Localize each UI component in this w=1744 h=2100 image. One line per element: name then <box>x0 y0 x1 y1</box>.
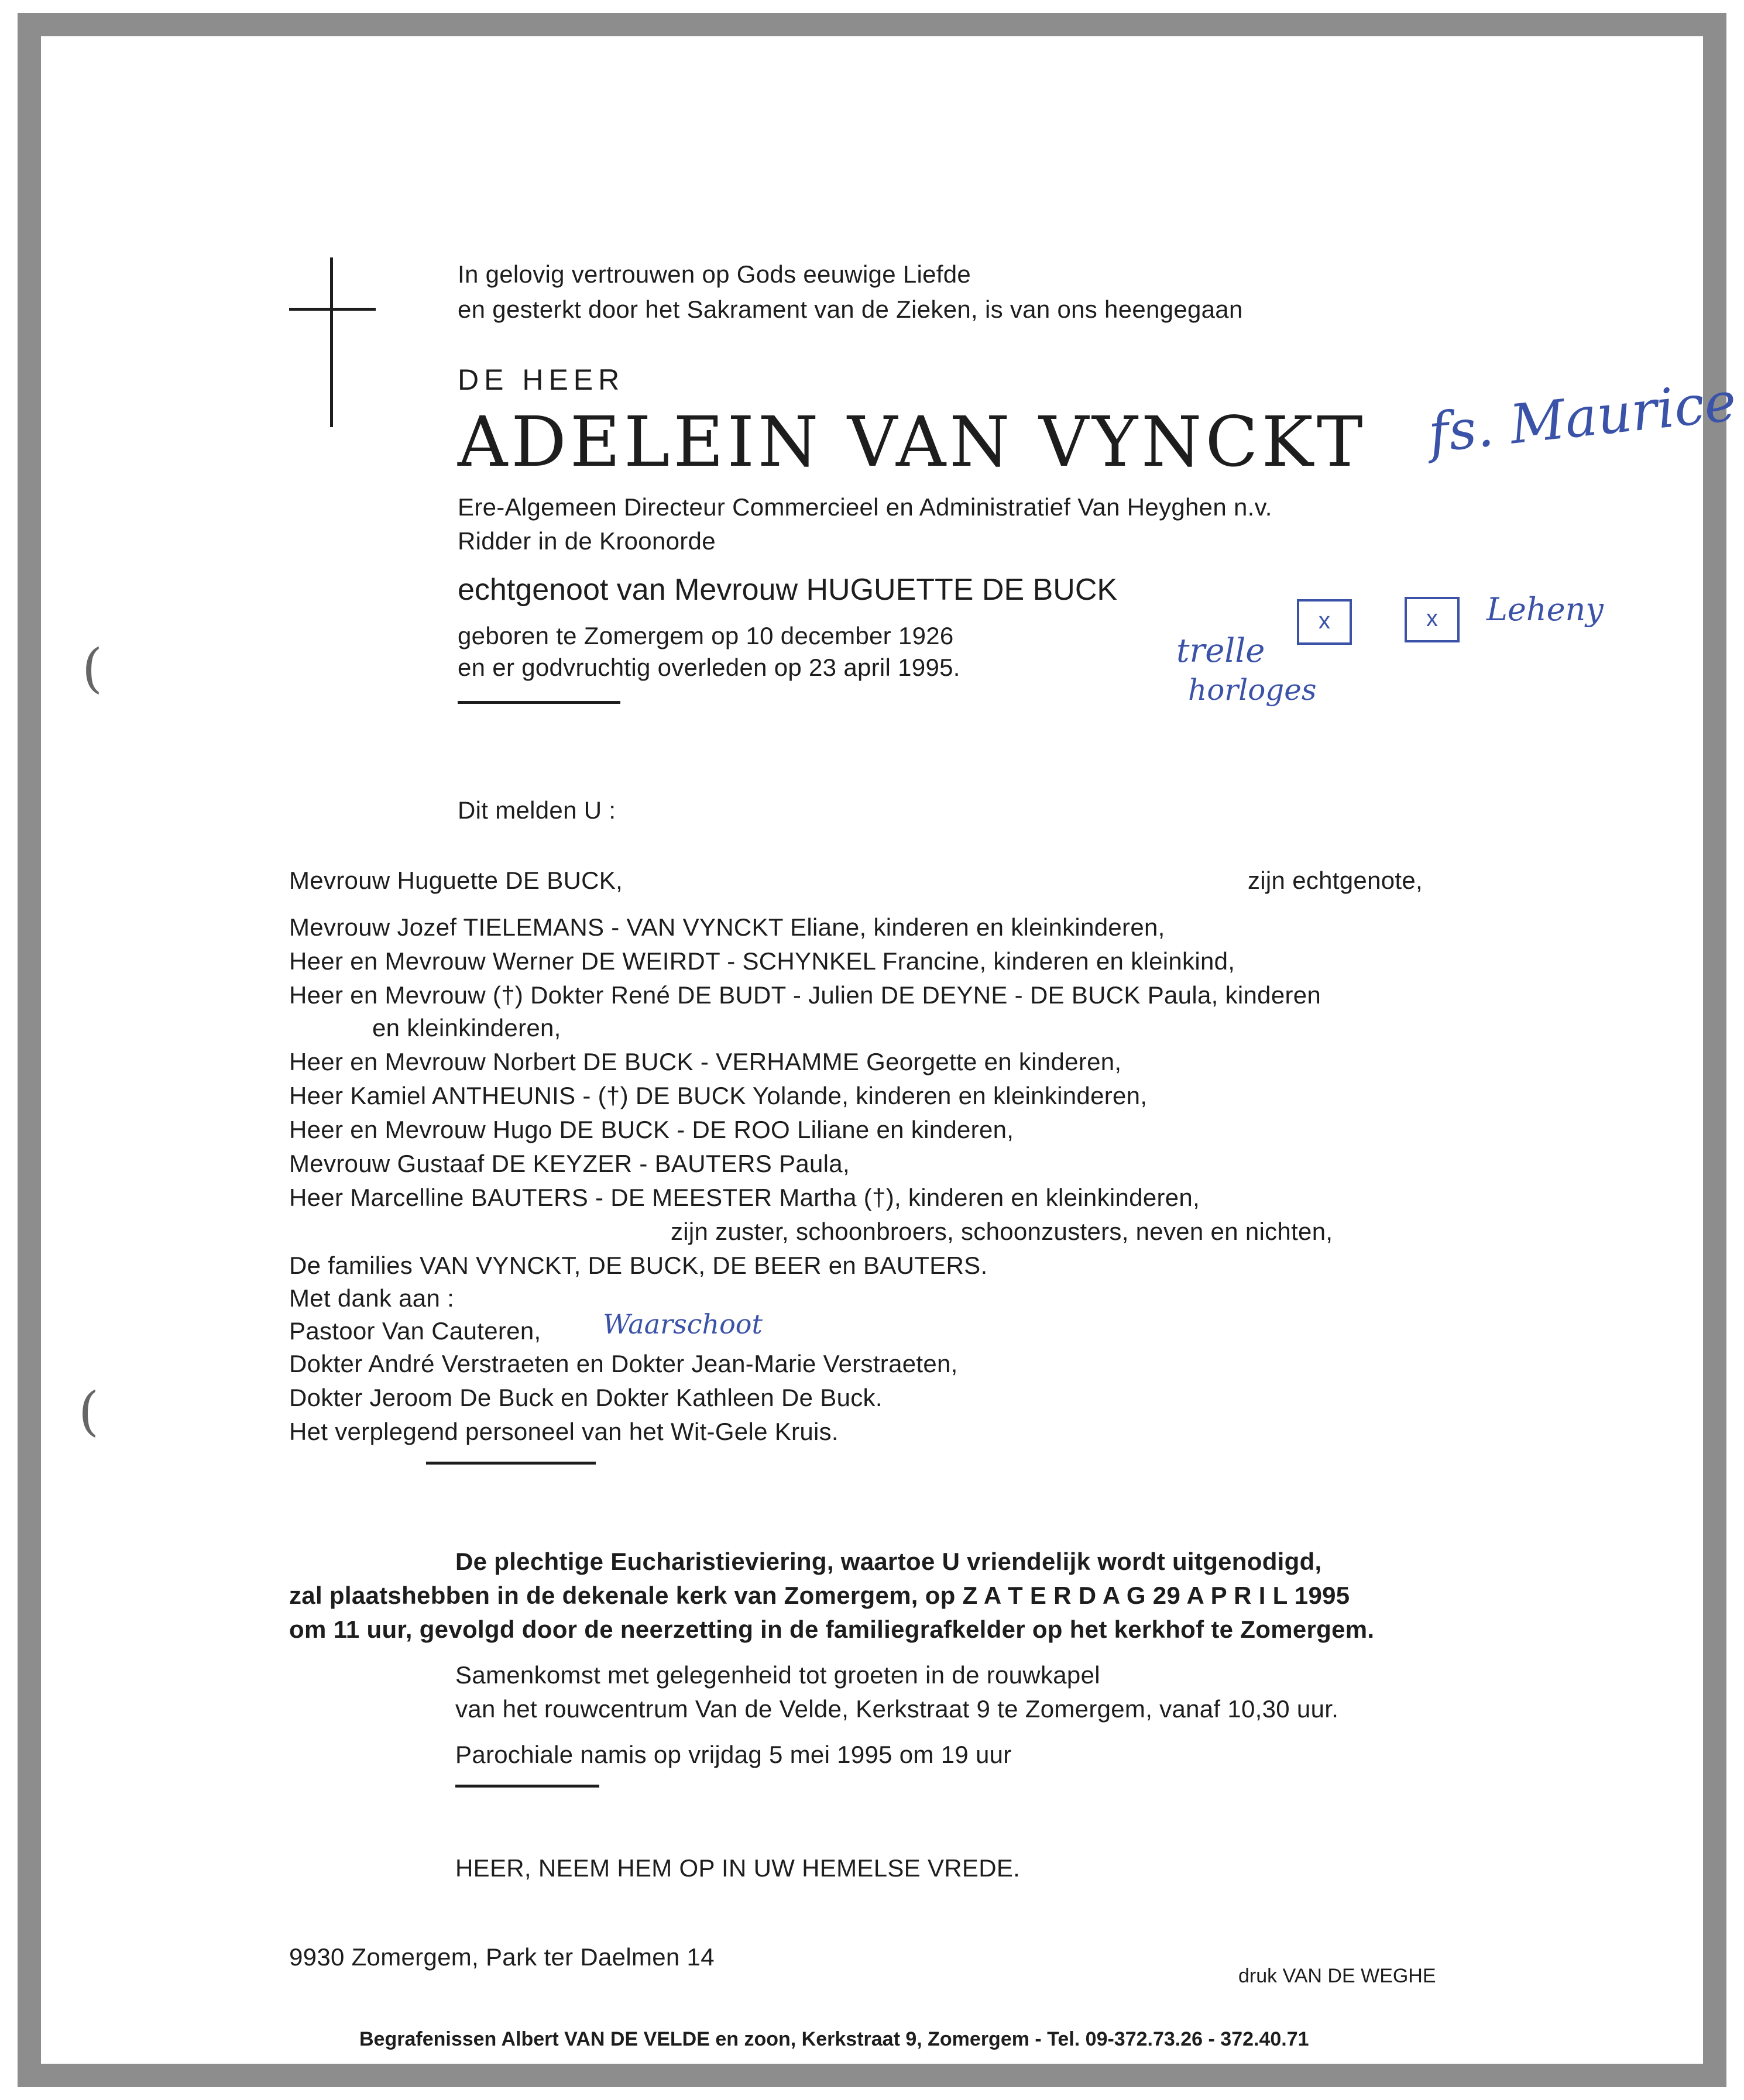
intro-line-1: In gelovig vertrouwen op Gods eeuwige Liefde <box>458 260 971 288</box>
checkbox-mark: x <box>1405 597 1460 642</box>
service-line-1: De plechtige Eucharistieviering, waartoe U vriendelijk wordt uitgenodigd, <box>455 1548 1322 1575</box>
family-line: Mevrouw Jozef TIELEMANS - VAN VYNCKT Eliane, kinderen en kleinkinderen, <box>289 913 1165 941</box>
handwritten-note: trelle <box>1176 632 1265 670</box>
death-line: en er godvruchtig overleden op 23 april 1995. <box>458 654 960 681</box>
punch-hole-mark: ( <box>78 1381 99 1442</box>
spouse-role: zijn echtgenote, <box>1248 867 1423 894</box>
title-prefix: DE HEER <box>458 363 625 396</box>
family-line: Heer en Mevrouw Norbert DE BUCK - VERHAMME Georgette en kinderen, <box>289 1048 1122 1075</box>
family-line: Heer en Mevrouw Hugo DE BUCK - DE ROO Liliane en kinderen, <box>289 1116 1014 1143</box>
mass-line: Parochiale namis op vrijdag 5 mei 1995 om 19 uur <box>455 1741 1012 1768</box>
spouse-name: Mevrouw Huguette DE BUCK, <box>289 867 623 894</box>
family-line: Mevrouw Gustaaf DE KEYZER - BAUTERS Paula, <box>289 1150 850 1177</box>
family-line: Heer Marcelline BAUTERS - DE MEESTER Martha (†), kinderen en kleinkinderen, <box>289 1184 1200 1211</box>
deceased-name: ADELEIN VAN VYNCKT <box>458 401 1367 482</box>
divider <box>458 701 620 704</box>
announcement-intro: Dit melden U : <box>458 796 616 824</box>
relatives-line: zijn zuster, schoonbroers, schoonzusters, neven en nichten, <box>671 1218 1333 1245</box>
handwritten-note: horloges <box>1188 673 1317 707</box>
cross-icon <box>330 257 333 427</box>
printer: druk VAN DE WEGHE <box>1238 1965 1436 1987</box>
service-line-3: om 11 uur, gevolgd door de neerzetting in de familiegrafkelder op het kerkhof te Zomergem. <box>289 1616 1375 1643</box>
family-line: Heer en Mevrouw Werner DE WEIRDT - SCHYNKEL Francine, kinderen en kleinkind, <box>289 947 1235 975</box>
gathering-line-2: van het rouwcentrum Van de Velde, Kerkstraat 9 te Zomergem, vanaf 10,30 uur. <box>455 1695 1339 1723</box>
handwritten-note: fs. Maurice <box>1425 370 1739 465</box>
family-line: en kleinkinderen, <box>372 1014 561 1042</box>
thanks-line: Dokter Jeroom De Buck en Dokter Kathleen De Buck. <box>289 1384 883 1411</box>
thanks-line: Het verplegend personeel van het Wit-Gele Kruis. <box>289 1418 839 1445</box>
divider <box>426 1462 596 1465</box>
family-line: Heer en Mevrouw (†) Dokter René DE BUDT - Julien DE DEYNE - DE BUCK Paula, kinderen <box>289 981 1321 1009</box>
divider <box>455 1785 599 1788</box>
cross-icon-bar <box>289 308 376 311</box>
families-line: De families VAN VYNCKT, DE BUCK, DE BEER en BAUTERS. <box>289 1252 988 1279</box>
family-line: Heer Kamiel ANTHEUNIS - (†) DE BUCK Yolande, kinderen en kleinkinderen, <box>289 1082 1148 1109</box>
service-line-2: zal plaatshebben in de dekenale kerk van Zomergem, op Z A T E R D A G 29 A P R I L 1995 <box>289 1582 1350 1609</box>
function-line-1: Ere-Algemeen Directeur Commercieel en Administratief Van Heyghen n.v. <box>458 493 1272 521</box>
prayer-line: HEER, NEEM HEM OP IN UW HEMELSE VREDE. <box>455 1854 1021 1882</box>
thanks-line: Dokter André Verstraeten en Dokter Jean-Marie Verstraeten, <box>289 1350 958 1377</box>
function-line-2: Ridder in de Kroonorde <box>458 527 716 555</box>
address: 9930 Zomergem, Park ter Daelmen 14 <box>289 1943 715 1971</box>
checkbox-mark: x <box>1297 599 1352 645</box>
undertaker: Begrafenissen Albert VAN DE VELDE en zoon, Kerkstraat 9, Zomergem - Tel. 09-372.73.26 - 372.40.71 <box>359 2028 1309 2050</box>
intro-line-2: en gesterkt door het Sakrament van de Zieken, is van ons heengegaan <box>458 295 1243 323</box>
spouse-line: echtgenoot van Mevrouw HUGUETTE DE BUCK <box>458 573 1118 607</box>
birth-line: geboren te Zomergem op 10 december 1926 <box>458 622 954 649</box>
punch-hole-mark: ( <box>82 638 103 699</box>
gathering-line-1: Samenkomst met gelegenheid tot groeten in de rouwkapel <box>455 1661 1100 1689</box>
handwritten-note: Waarschoot <box>603 1308 763 1340</box>
handwritten-note: Leheny <box>1486 591 1604 628</box>
thanks-intro: Met dank aan : <box>289 1284 455 1312</box>
thanks-line: Pastoor Van Cauteren, <box>289 1317 541 1345</box>
